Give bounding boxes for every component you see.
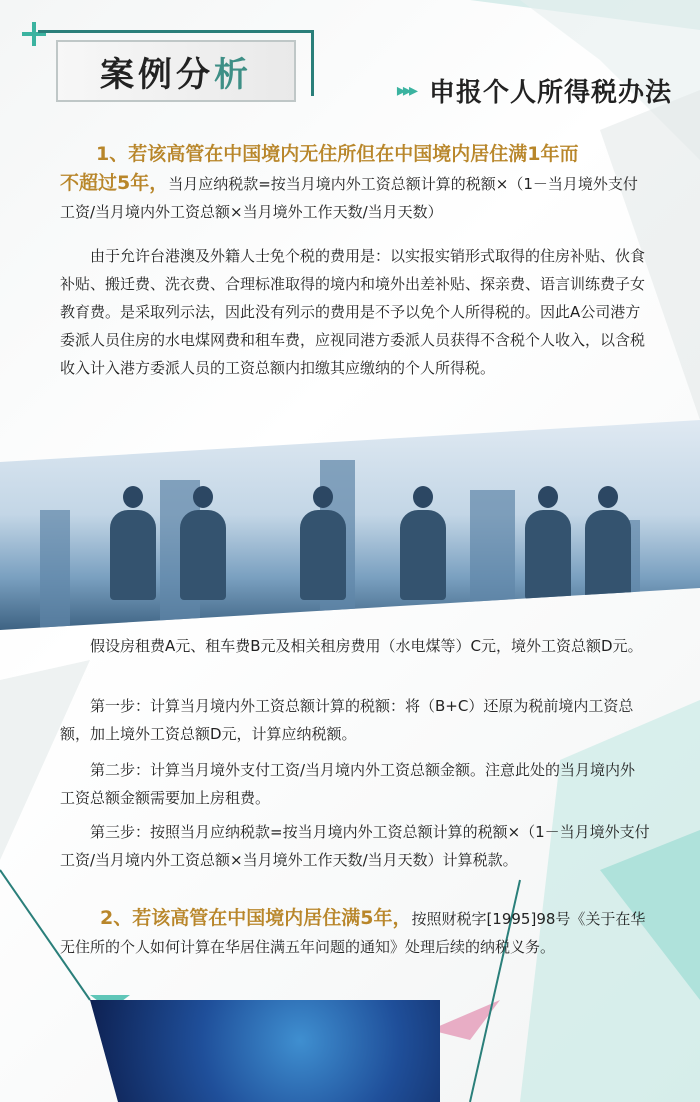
step2-text: 第二步：计算当月境外支付工资/当月境内外工资总额金额。注意此处的当月境内外工资总额金额需要加上房租费。	[60, 761, 636, 807]
step3-text: 第三步：按照当月应纳税款=按当月境内外工资总额计算的税额×（1－当月境外支付工资/当月境内外工资总额×当月境外工作天数/当月天数）计算税款。	[60, 823, 650, 869]
section1-heading: 1、若该高管在中国境内无住所但在中国境内居住满1年而 不超过5年，当月应纳税款=按当月境内外工资总额计算的税额×（1－当月境外支付工资/当月境内外工资总额×当月境外工作天数/当月天数）	[60, 143, 638, 221]
subtitle-group	[397, 72, 672, 109]
section3-text: 2、若该高管在中国境内居住满5年，按照财税字[1995]98号《关于在华无住所的个人如何计算在华居住满五年问题的通知》处理后续的纳税义务。	[60, 907, 646, 956]
step1-text: 第一步：计算当月境内外工资总额计算的税额：将（B+C）还原为税前境内工资总额，加上境外工资总额D元，计算应纳税额。	[60, 697, 634, 743]
assumption-text: 假设房租费A元、租车费B元及相关租房费用（水电煤等）C元，境外工资总额D元。	[90, 637, 643, 655]
arrows-icon: ▸▸▸	[396, 80, 415, 101]
title-box	[56, 40, 296, 102]
page-title: 案例分析	[100, 54, 252, 95]
subtitle: 申报个人所得税办法	[428, 78, 672, 108]
tech-hand-image	[90, 1000, 440, 1102]
section1-paragraph: 由于允许台港澳及外籍人士免个税的费用是：以实报实销形式取得的住房补贴、伙食补贴、搬迁费、洗衣费、合理标准取得的境内和境外出差补贴、探亲费、语言训练费子女教育费。是采取列示法，因此没有列示的费用是不予以免个人所得税的。因此A公司港方委派人员住房的水电煤网费和租车费，应视同港方委派人员获得不含税个人收入，以含税收入计入港方委派人员的工资总额内扣缴其应缴纳的个人所得税。	[60, 247, 646, 377]
